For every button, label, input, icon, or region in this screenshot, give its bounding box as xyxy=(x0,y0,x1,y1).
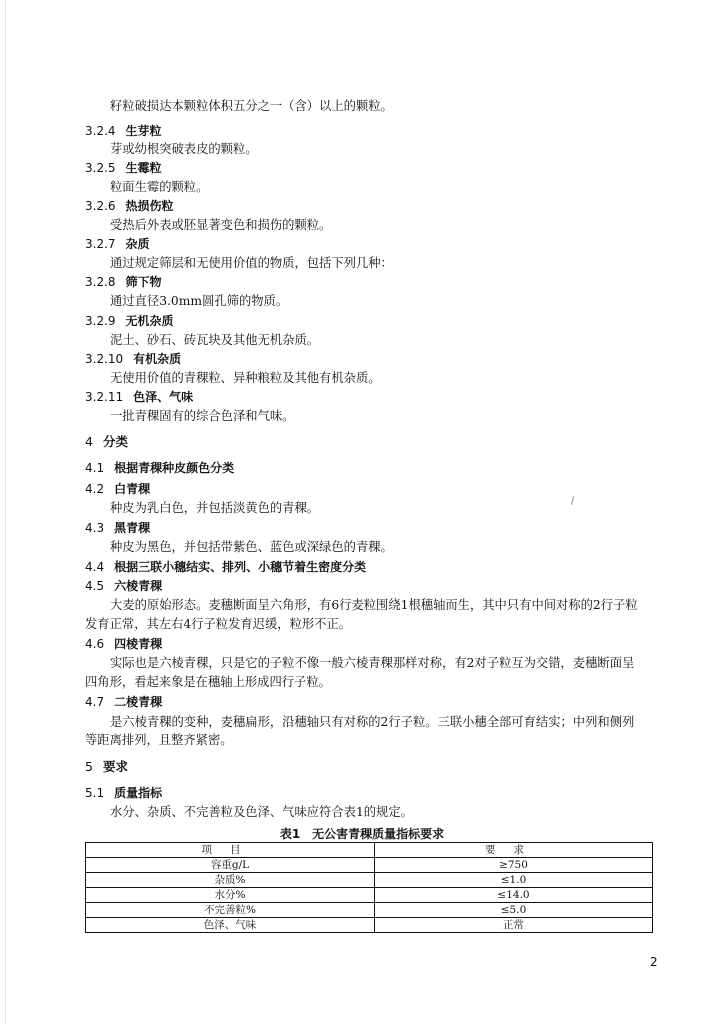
section-number: 4.6 xyxy=(85,637,105,651)
section-heading xyxy=(85,636,162,652)
table-cell-item: 水分% xyxy=(86,888,375,903)
section-title: 白青稞 xyxy=(114,482,151,496)
section-title: 根据三联小穗结实、排列、小穗节着生密度分类 xyxy=(114,560,367,574)
section-number: 3.2.9 xyxy=(85,314,116,328)
section-title: 四棱青稞 xyxy=(114,637,163,651)
table-row xyxy=(86,903,653,918)
table-cell-requirement: ≥750 xyxy=(375,858,653,873)
section-heading xyxy=(85,460,234,476)
paragraph-text: 粒面生霉的颗粒。 xyxy=(110,180,209,194)
section-number: 4.5 xyxy=(85,579,105,593)
table-row xyxy=(86,888,653,903)
table-cell-requirement: 正常 xyxy=(375,918,653,933)
table-cell-item: 杂质% xyxy=(86,873,375,888)
section-number: 4.7 xyxy=(85,695,105,709)
section-title: 质量指标 xyxy=(114,786,163,800)
table-cell-requirement: ≤5.0 xyxy=(375,903,653,918)
paragraph-text: 水分、杂质、不完善粒及色泽、气味应符合表1的规定。 xyxy=(110,805,413,819)
paragraph-text: 受热后外表或胚显著变色和损伤的颗粒。 xyxy=(110,218,332,232)
chapter-heading xyxy=(85,434,128,450)
section-number: 3.2.5 xyxy=(85,161,116,175)
paragraph-text: 通过规定筛层和无使用价值的物质，包括下列几种： xyxy=(110,256,393,270)
section-title: 热损伤粒 xyxy=(125,199,174,213)
section-number: 3.2.6 xyxy=(85,199,116,213)
paragraph-text: 一批青稞固有的综合色泽和气味。 xyxy=(110,409,295,423)
section-number: 4.3 xyxy=(85,521,105,535)
section-number: 4.4 xyxy=(85,560,105,574)
section-number: 3.2.11 xyxy=(85,390,124,404)
table-row xyxy=(86,873,653,888)
section-title: 无机杂质 xyxy=(125,314,174,328)
section-heading xyxy=(85,785,162,801)
paragraph-text: 种皮为乳白色，并包括淡黄色的青稞。 xyxy=(110,501,320,515)
section-title: 黑青稞 xyxy=(114,521,151,535)
section-heading xyxy=(85,123,162,139)
section-number: 3.2.10 xyxy=(85,352,124,366)
section-number: 3.2.7 xyxy=(85,237,116,251)
paragraph-text: 芽或幼根突破表皮的颗粒。 xyxy=(110,142,258,156)
section-heading xyxy=(85,274,162,290)
paragraph-continuation: 四角形，看起来象是在穗轴上形成四行子粒。 xyxy=(85,675,331,689)
scan-speck xyxy=(571,496,574,505)
section-title: 生芽粒 xyxy=(125,124,162,138)
paragraph-text: 无使用价值的青稞粒、异种粮粒及其他有机杂质。 xyxy=(110,371,381,385)
page-number: 2 xyxy=(650,955,658,969)
section-number: 5 xyxy=(85,759,93,774)
section-heading xyxy=(85,236,150,252)
table-row xyxy=(86,858,653,873)
section-number: 4.1 xyxy=(85,461,105,475)
section-number: 3.2.8 xyxy=(85,275,116,289)
paragraph-text: 通过直径3.0mm圆孔筛的物质。 xyxy=(110,294,289,308)
table-caption xyxy=(0,825,724,842)
table-caption-title: 无公害青稞质量指标要求 xyxy=(312,827,445,841)
section-title: 筛下物 xyxy=(125,275,162,289)
table-cell-requirement: ≤14.0 xyxy=(375,888,653,903)
paragraph-text: 大麦的原始形态。麦穗断面呈六角形，有6行麦粒围绕1根穗轴而生，其中只有中间对称的2行子粒 xyxy=(110,598,638,612)
section-heading xyxy=(85,520,150,536)
table-cell-item: 容重g/L xyxy=(86,858,375,873)
paragraph-text: 实际也是六棱青稞，只是它的子粒不像一般六棱青稞那样对称，有2对子粒互为交错，麦穗断面呈 xyxy=(110,656,635,670)
section-heading xyxy=(85,160,162,176)
paragraph-continuation: 发育正常，其左右4行子粒发育迟缓，粒形不正。 xyxy=(85,617,352,631)
section-heading xyxy=(85,578,162,594)
section-title: 二棱青稞 xyxy=(114,695,163,709)
table-cell-item: 不完善粒% xyxy=(86,903,375,918)
table-row xyxy=(86,918,653,933)
section-title: 六棱青稞 xyxy=(114,579,163,593)
scan-edge-line xyxy=(5,0,6,1024)
section-number: 4.2 xyxy=(85,482,105,496)
table-header-row xyxy=(86,843,653,858)
section-title: 有机杂质 xyxy=(133,352,182,366)
section-heading xyxy=(85,559,366,575)
table-cell-requirement: ≤1.0 xyxy=(375,873,653,888)
table-cell-item: 色泽、气味 xyxy=(86,918,375,933)
table-header-item: 项目 xyxy=(86,843,375,858)
section-heading xyxy=(85,389,193,405)
section-title: 分类 xyxy=(102,434,128,449)
table-header-requirement: 要求 xyxy=(375,843,653,858)
paragraph-continuation: 等距离排列，且整齐紧密。 xyxy=(85,733,233,747)
section-heading xyxy=(85,694,162,710)
paragraph-text: 泥土、砂石、砖瓦块及其他无机杂质。 xyxy=(110,333,320,347)
section-title: 杂质 xyxy=(125,237,150,251)
section-heading xyxy=(85,351,181,367)
section-title: 要求 xyxy=(102,759,128,774)
section-heading xyxy=(85,481,150,497)
section-number: 4 xyxy=(85,434,93,449)
section-title: 根据青稞种皮颜色分类 xyxy=(114,461,235,475)
section-heading xyxy=(85,198,174,214)
section-title: 生霉粒 xyxy=(125,161,162,175)
section-number: 5.1 xyxy=(85,786,105,800)
paragraph-text: 是六棱青稞的变种，麦穗扁形，沿穗轴只有对称的2行子粒。三联小穗全部可育结实；中列和侧列 xyxy=(110,715,635,729)
section-heading xyxy=(85,313,174,329)
section-title: 色泽、气味 xyxy=(133,390,194,404)
quality-table xyxy=(85,842,653,933)
section-number: 3.2.4 xyxy=(85,124,116,138)
chapter-heading xyxy=(85,759,128,775)
table-caption-number: 表1 xyxy=(279,827,301,841)
paragraph-text: 籽粒破损达本颗粒体积五分之一（含）以上的颗粒。 xyxy=(110,99,393,113)
paragraph-text: 种皮为黑色，并包括带紫色、蓝色或深绿色的青稞。 xyxy=(110,540,393,554)
